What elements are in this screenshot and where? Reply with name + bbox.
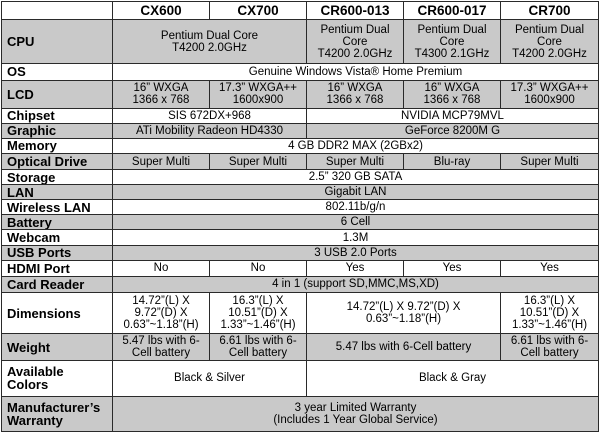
cell-optical-cr700: Super Multi [501, 154, 599, 170]
cell-graphic-cr: GeForce 8200M G [307, 123, 599, 138]
row-battery [2, 215, 599, 230]
cell-cpu-cr600-017: Pentium Dual Core T4300 2.1GHz [404, 20, 501, 64]
row-storage [2, 170, 599, 185]
cell-storage: 2.5” 320 GB SATA [113, 170, 599, 185]
cell-lcd-cr600-017: 16” WXGA 1366 x 768 [404, 80, 501, 108]
cell-lan: Gigabit LAN [113, 185, 599, 200]
cell-hdmi-cr600-017: Yes [404, 260, 501, 276]
cell-warranty: 3 year Limited Warranty (Includes 1 Year Global Service) [113, 396, 599, 431]
row-label-available-colors: Available Colors [2, 361, 113, 396]
row-memory [2, 138, 599, 153]
row-weight [2, 334, 599, 361]
col-header-cr600-013: CR600-013 [307, 2, 404, 20]
row-label-optical-drive: Optical Drive [2, 154, 113, 170]
header-row [2, 2, 599, 20]
row-dimensions [2, 292, 599, 333]
col-header-cx700: CX700 [210, 2, 307, 20]
cell-optical-cx600: Super Multi [113, 154, 210, 170]
row-lan [2, 185, 599, 200]
col-header-cr600-017: CR600-017 [404, 2, 501, 20]
cell-battery: 6 Cell [113, 215, 599, 230]
cell-cpu-cx: Pentium Dual Core T4200 2.0GHz [113, 20, 307, 64]
row-label-usb-ports: USB Ports [2, 245, 113, 260]
cell-cpu-cr700: Pentium Dual Core T4200 2.0GHz [501, 20, 599, 64]
row-warranty [2, 396, 599, 431]
cell-wireless-lan: 802.11b/g/n [113, 200, 599, 215]
row-label-card-reader: Card Reader [2, 276, 113, 292]
row-label-lan: LAN [2, 185, 113, 200]
row-label-webcam: Webcam [2, 230, 113, 245]
cell-weight-cx600: 5.47 lbs with 6- Cell battery [113, 334, 210, 361]
cell-hdmi-cr600-013: Yes [307, 260, 404, 276]
cell-lcd-cr600-013: 16” WXGA 1366 x 768 [307, 80, 404, 108]
cell-hdmi-cr700: Yes [501, 260, 599, 276]
row-label-cpu: CPU [2, 20, 113, 64]
row-os [2, 64, 599, 80]
row-chipset [2, 108, 599, 123]
cell-weight-cr700: 6.61 lbs with 6- Cell battery [501, 334, 599, 361]
row-label-graphic: Graphic [2, 123, 113, 138]
cell-webcam: 1.3M [113, 230, 599, 245]
cell-graphic-cx: ATi Mobility Radeon HD4330 [113, 123, 307, 138]
cell-memory: 4 GB DDR2 MAX (2GBx2) [113, 138, 599, 153]
cell-usb-ports: 3 USB 2.0 Ports [113, 245, 599, 260]
cell-weight-cx700: 6.61 lbs with 6- Cell battery [210, 334, 307, 361]
cell-cpu-cr600-013: Pentium Dual Core T4200 2.0GHz [307, 20, 404, 64]
cell-hdmi-cx600: No [113, 260, 210, 276]
cell-optical-cr600-017: Blu-ray [404, 154, 501, 170]
row-graphic [2, 123, 599, 138]
cell-hdmi-cx700: No [210, 260, 307, 276]
row-label-wireless-lan: Wireless LAN [2, 200, 113, 215]
row-usb-ports [2, 245, 599, 260]
spec-table [1, 1, 599, 432]
cell-dimensions-cx600: 14.72”(L) X 9.72”(D) X 0.63”~1.18”(H) [113, 292, 210, 333]
row-label-lcd: LCD [2, 80, 113, 108]
row-label-os: OS [2, 64, 113, 80]
cell-os: Genuine Windows Vista® Home Premium [113, 64, 599, 80]
cell-card-reader: 4 in 1 (support SD,MMC,MS,XD) [113, 276, 599, 292]
cell-colors-cx: Black & Silver [113, 361, 307, 396]
col-header-cx600: CX600 [113, 2, 210, 20]
row-hdmi-port [2, 260, 599, 276]
row-lcd [2, 80, 599, 108]
row-label-hdmi-port: HDMI Port [2, 260, 113, 276]
row-label-memory: Memory [2, 138, 113, 153]
row-label-battery: Battery [2, 215, 113, 230]
row-label-chipset: Chipset [2, 108, 113, 123]
cell-chipset-cr: NVIDIA MCP79MVL [307, 108, 599, 123]
cell-lcd-cx600: 16” WXGA 1366 x 768 [113, 80, 210, 108]
row-wireless-lan [2, 200, 599, 215]
row-label-storage: Storage [2, 170, 113, 185]
corner-cell [2, 2, 113, 20]
cell-chipset-cx: SIS 672DX+968 [113, 108, 307, 123]
cell-optical-cr600-013: Super Multi [307, 154, 404, 170]
cell-dimensions-cr700: 16.3”(L) X 10.51”(D) X 1.33”~1.46”(H) [501, 292, 599, 333]
cell-lcd-cx700: 17.3” WXGA++ 1600x900 [210, 80, 307, 108]
row-label-weight: Weight [2, 334, 113, 361]
cell-lcd-cr700: 17.3” WXGA++ 1600x900 [501, 80, 599, 108]
row-available-colors [2, 361, 599, 396]
cell-weight-cr600: 5.47 lbs with 6-Cell battery [307, 334, 501, 361]
row-cpu [2, 20, 599, 64]
row-optical-drive [2, 154, 599, 170]
cell-colors-cr: Black & Gray [307, 361, 599, 396]
row-card-reader [2, 276, 599, 292]
cell-optical-cx700: Super Multi [210, 154, 307, 170]
row-label-warranty: Manufacturer’s Warranty [2, 396, 113, 431]
cell-dimensions-cx700: 16.3”(L) X 10.51”(D) X 1.33”~1.46”(H) [210, 292, 307, 333]
col-header-cr700: CR700 [501, 2, 599, 20]
cell-dimensions-cr600: 14.72”(L) X 9.72”(D) X 0.63”~1.18”(H) [307, 292, 501, 333]
row-webcam [2, 230, 599, 245]
row-label-dimensions: Dimensions [2, 292, 113, 333]
